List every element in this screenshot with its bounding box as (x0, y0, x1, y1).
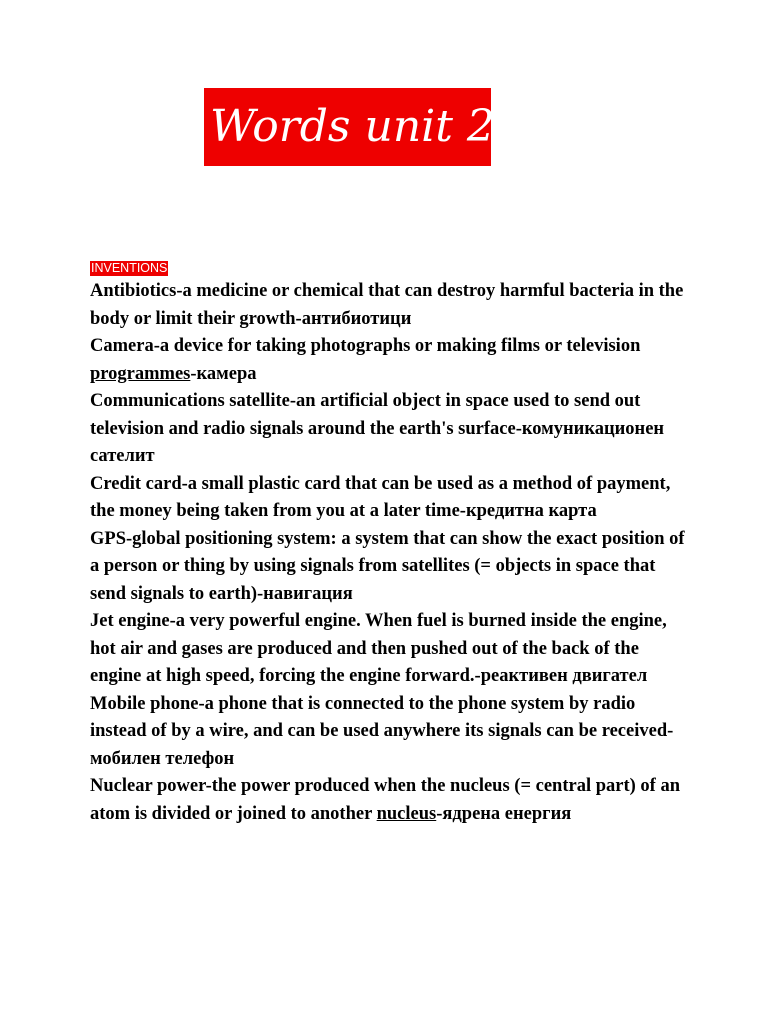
underlined-word: programmes (90, 363, 191, 384)
vocabulary-entry: Credit card-a small plastic card that can be used as a method of payment, the money being taken from you at a later time-кредитна карта (90, 473, 671, 521)
underlined-word: nucleus (376, 803, 437, 824)
vocabulary-entry (90, 773, 690, 828)
vocabulary-entry: Antibiotics-a medicine or chemical that can destroy harmful bacteria in the body or limit their growth-антибиотици (90, 281, 684, 329)
vocabulary-list (90, 278, 690, 828)
vocabulary-entry: Mobile phone-a phone that is connected to the phone system by radio instead of by a wire, and can be used anywhere its signals can be received-мобилен телефон (90, 693, 674, 769)
entry-text: -ядрена енергия (436, 803, 572, 824)
section-label: INVENTIONS (91, 261, 168, 275)
vocabulary-entry: Communications satellite-an artificial object in space used to send out television and radio signals around the earth's surface-комуникационен сателит (90, 391, 665, 466)
vocabulary-entry: Jet engine-a very powerful engine. When fuel is burned inside the engine, hot air and gases are produced and then pushed out of the back of the engine at high speed, forcing the engine forward.-реактивен двигател (90, 611, 667, 686)
entry-text: Nuclear power-the power produced when the nucleus (= central part) of an atom is divided or joined to another (90, 776, 680, 824)
page-title: Words unit 2 (210, 101, 495, 152)
vocabulary-entry: GPS-global positioning system: a system that can show the exact position of a person or thing by using signals from satellites (= objects in space that send signals to earth)-навигация (90, 528, 685, 604)
entry-text: -камера (190, 363, 257, 384)
title-banner (204, 88, 495, 166)
vocabulary-entry (90, 333, 690, 388)
entry-text: Camera-a device for taking photographs or making films or television (90, 336, 641, 356)
